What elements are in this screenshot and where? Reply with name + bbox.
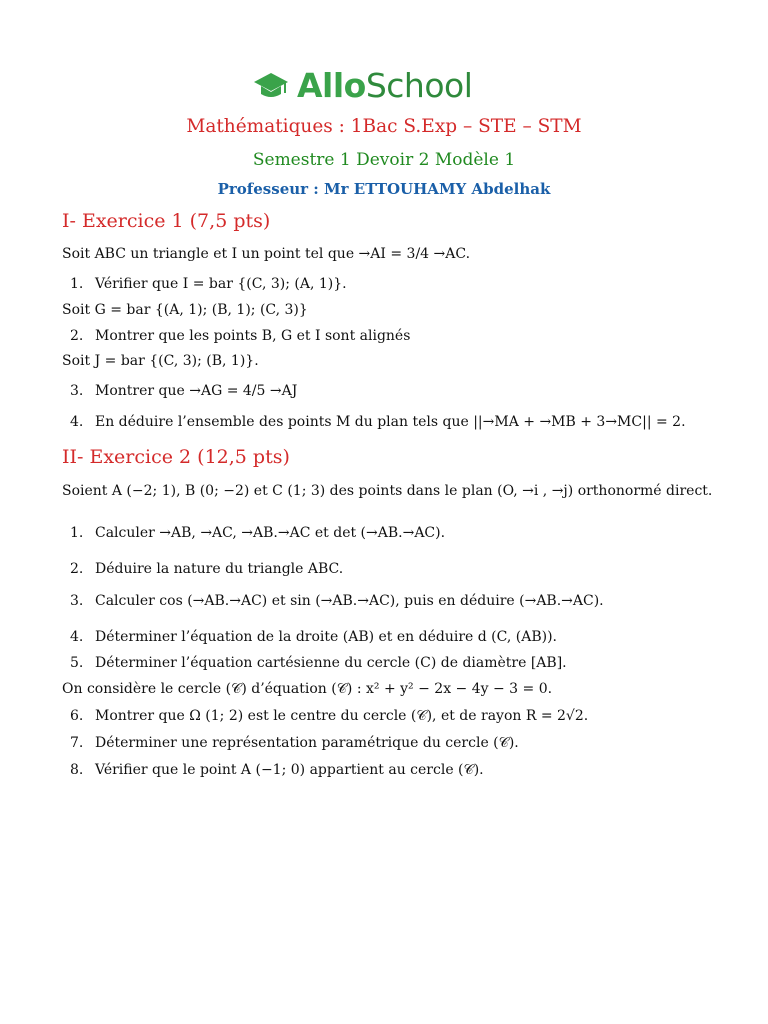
question-text: Vérifier que I = bar {(C, 3); (A, 1)}.	[95, 276, 347, 292]
question-text: Déterminer l’équation cartésienne du cercle (C) de diamètre [AB].	[95, 655, 567, 671]
teacher-name: Professeur : Mr ETTOUHAMY Abdelhak	[217, 180, 551, 198]
exercise-1-question-3	[70, 383, 297, 399]
exercise-2-question-4	[70, 629, 557, 645]
page-title: Mathématiques : 1Bac S.Exp – STE – STM	[186, 116, 582, 137]
question-number: 1.	[70, 276, 84, 292]
question-text: Vérifier que le point A (−1; 0) appartient au cercle (𝒞).	[95, 762, 484, 778]
question-text: Montrer que les points B, G et I sont alignés	[95, 328, 411, 344]
question-number: 7.	[70, 735, 84, 751]
question-text: Calculer cos (→AB.→AC) et sin (→AB.→AC), puis en déduire (→AB.→AC).	[95, 593, 604, 609]
question-number: 4.	[70, 629, 84, 645]
logo-text	[297, 66, 472, 106]
exercise-1-question-2	[70, 328, 410, 344]
exercise-1-question-1	[70, 276, 347, 292]
question-text: Montrer que →AG = 4/5 →AJ	[95, 383, 298, 399]
exercise-2-question-2	[70, 561, 343, 577]
exercise-2-question-6	[70, 708, 588, 724]
question-text: Calculer →AB, →AC, →AB.→AC et det (→AB.→AC).	[95, 525, 446, 541]
exercise-2-question-3	[70, 593, 604, 609]
question-text: Montrer que Ω (1; 2) est le centre du cercle (𝒞), et de rayon R = 2√2.	[95, 708, 589, 724]
exercise-1-definition-g: Soit G = bar {(A, 1); (B, 1); (C, 3)}	[62, 302, 308, 318]
exercise-1-intro: Soit ABC un triangle et I un point tel que →AI = 3/4 →AC.	[62, 246, 471, 262]
question-number: 3.	[70, 383, 84, 399]
exercise-2-question-8	[70, 762, 484, 778]
question-number: 4.	[70, 414, 84, 430]
question-number: 3.	[70, 593, 84, 609]
question-number: 2.	[70, 561, 84, 577]
question-text: Déduire la nature du triangle ABC.	[95, 561, 344, 577]
question-number: 1.	[70, 525, 84, 541]
question-text: En déduire l’ensemble des points M du plan tels que ||→MA + →MB + 3→MC|| = 2.	[95, 414, 686, 430]
exercise-1-heading: I- Exercice 1 (7,5 pts)	[62, 210, 271, 232]
question-number: 8.	[70, 762, 84, 778]
alloschool-logo[interactable]	[253, 66, 472, 106]
circle-definition: On considère le cercle (𝒞) d’équation (𝒞) : x² + y² − 2x − 4y − 3 = 0.	[62, 681, 553, 697]
exercise-1-definition-j: Soit J = bar {(C, 3); (B, 1)}.	[62, 353, 259, 369]
question-number: 5.	[70, 655, 84, 671]
graduation-cap-icon	[253, 71, 289, 101]
logo-text-allo: Allo	[297, 66, 366, 105]
question-text: Déterminer une représentation paramétrique du cercle (𝒞).	[95, 735, 519, 751]
question-number: 2.	[70, 328, 84, 344]
exercise-2-heading: II- Exercice 2 (12,5 pts)	[62, 446, 290, 468]
exercise-2-question-5	[70, 655, 567, 671]
exercise-1-question-4	[70, 414, 686, 430]
question-number: 6.	[70, 708, 84, 724]
exercise-2-question-7	[70, 735, 519, 751]
page-subtitle: Semestre 1 Devoir 2 Modèle 1	[252, 150, 516, 170]
exercise-2-question-1	[70, 525, 445, 541]
exercise-2-intro: Soient A (−2; 1), B (0; −2) et C (1; 3) des points dans le plan (O, →i , →j) orthonormé direct.	[62, 483, 713, 499]
logo-text-school: School	[365, 66, 473, 105]
question-text: Déterminer l’équation de la droite (AB) et en déduire d (C, (AB)).	[95, 629, 557, 645]
